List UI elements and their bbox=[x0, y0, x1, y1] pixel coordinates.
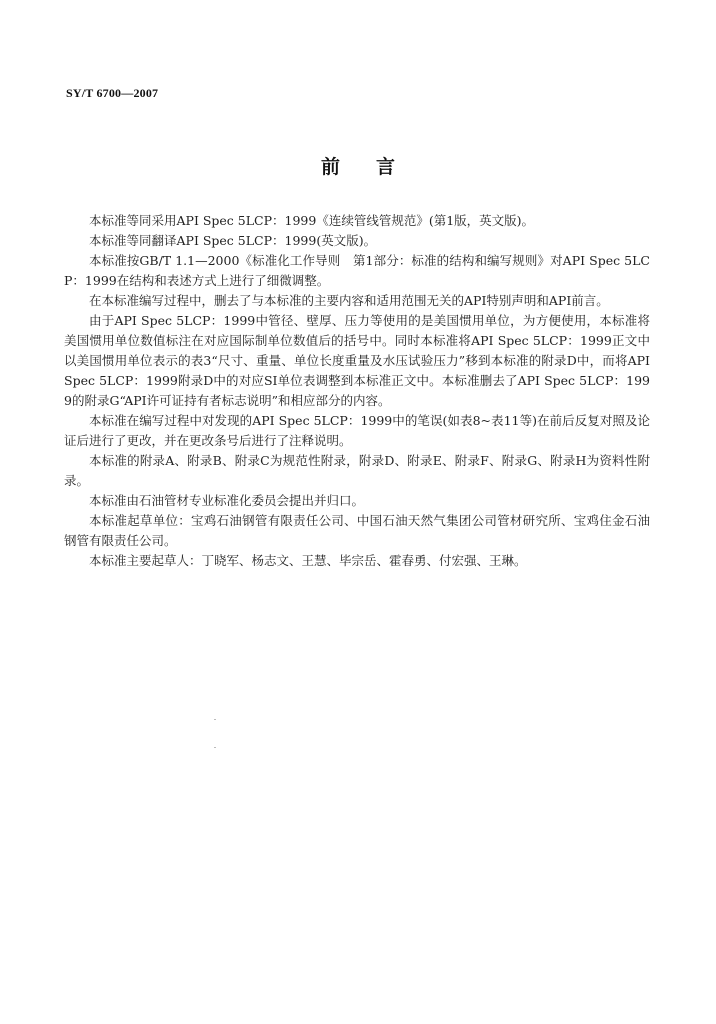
paragraph-translation: 本标准等同翻译API Spec 5LCP：1999(英文版)。 bbox=[89, 233, 377, 248]
paragraph-corrections: 本标准在编写过程中对发现的API Spec 5LCP：1999中的笔误(如表8~表11等)在前后反复对照及论证后进行了更改，并在更改条号后进行了注释说明。 bbox=[64, 413, 650, 448]
paragraph-adoption: 本标准等同采用API Spec 5LCP：1999《连续管线管规范》(第1版，英文版)。 bbox=[89, 213, 535, 228]
paragraph-annexes: 本标准的附录A、附录B、附录C为规范性附录，附录D、附录E、附录F、附录G、附录H为资料性附录。 bbox=[64, 453, 650, 488]
scan-speck bbox=[214, 747, 216, 748]
paragraph-structure-adjustment: 本标准按GB/T 1.1—2000《标准化工作导则 第1部分：标准的结构和编写规则》对API Spec 5LCP：1999在结构和表述方式上进行了细微调整。 bbox=[64, 253, 650, 288]
section-title-foreword: 前言 bbox=[320, 156, 431, 178]
scan-speck bbox=[214, 719, 216, 720]
document-code: SY/T 6700—2007 bbox=[66, 86, 159, 100]
foreword-body bbox=[64, 211, 650, 571]
paragraph-proposer: 本标准由石油管材专业标准化委员会提出并归口。 bbox=[89, 493, 365, 508]
paragraph-units: 由于API Spec 5LCP：1999中管径、壁厚、压力等使用的是美国惯用单位，为方便使用，本标准将美国惯用单位数值标注在对应国际制单位数值后的括号中。同时本标准将API Spec 5LCP：1999正文中以美国惯用单位表示的表3“尺寸、重量、单位长度重量及水压试验压力”移到本标准的附录D中，而将API Spec 5LCP：1999附录D中的对应SI单位表调整到本标准正文中。本标准删去了API Spec 5LCP：1999的附录G“API许可证持有者标志说明”和相应部分的内容。 bbox=[64, 313, 650, 408]
paragraph-deletions: 在本标准编写过程中，删去了与本标准的主要内容和适用范围无关的API特别声明和API前言。 bbox=[89, 293, 609, 308]
paragraph-drafting-units: 本标准起草单位：宝鸡石油钢管有限责任公司、中国石油天然气集团公司管材研究所、宝鸡住金石油钢管有限责任公司。 bbox=[64, 513, 650, 548]
paragraph-drafters: 本标准主要起草人：丁晓军、杨志文、王慧、毕宗岳、霍春勇、付宏强、王琳。 bbox=[89, 553, 527, 568]
